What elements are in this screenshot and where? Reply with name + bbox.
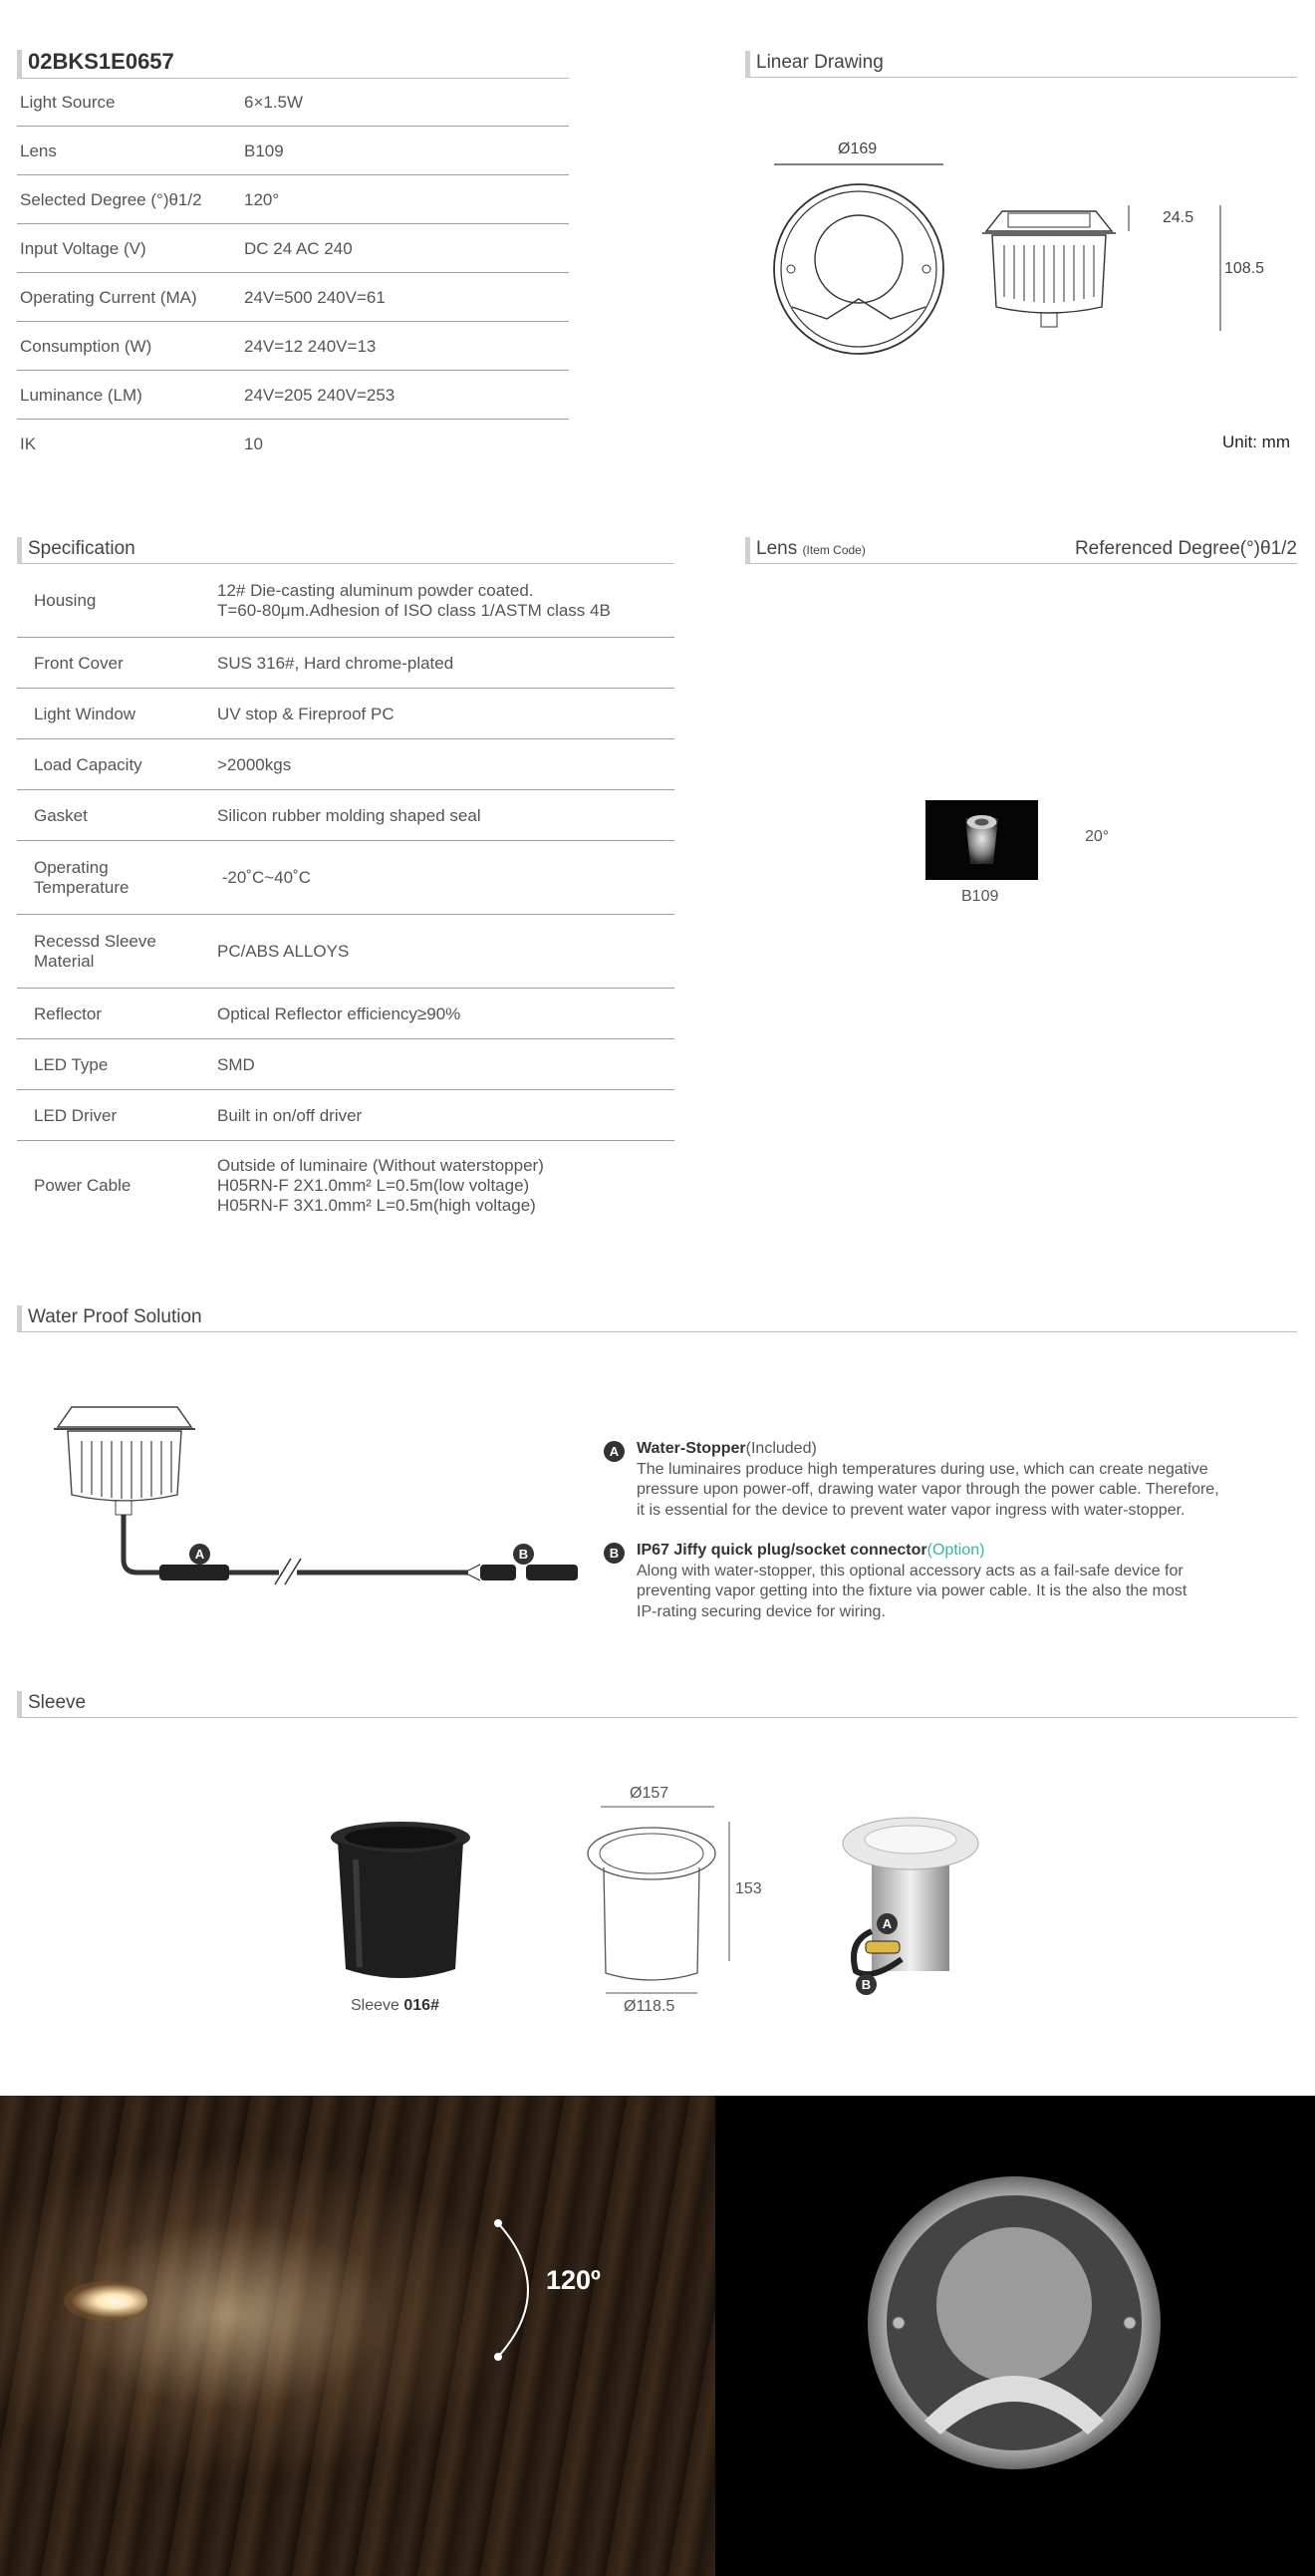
waterproof-item-b-line: IP-rating securing device for wiring.: [637, 1602, 886, 1620]
param-label: Selected Degree (°)θ1/2: [20, 190, 202, 209]
waterproof-item-b-line: Along with water-stopper, this optional accessory acts as a fail-safe device for: [637, 1562, 1184, 1579]
spec-label: LED Driver: [34, 1106, 118, 1125]
waterproof-item-a-title: Water-Stopper: [637, 1440, 746, 1457]
waterproof-diagram: [50, 1395, 598, 1624]
spec-row: [17, 989, 674, 1039]
sleeve-height: 153: [735, 1880, 762, 1897]
waterproof-diagram-badge-b: B: [513, 1544, 534, 1565]
drawing-height-top: 24.5: [1163, 209, 1194, 226]
waterproof-item-a: [637, 1439, 1274, 1521]
param-value: 24V=500 240V=61: [244, 288, 386, 307]
param-value: 10: [244, 434, 263, 453]
linear-drawing: [757, 130, 1275, 359]
linear-drawing-header: [745, 51, 1297, 78]
drawing-height-total: 108.5: [1224, 260, 1265, 277]
spec-row: [17, 638, 674, 689]
spec-label: Reflector: [34, 1004, 103, 1023]
spec-label: Load Capacity: [34, 755, 142, 774]
lens-degree: 20°: [1085, 828, 1110, 845]
waterproof-item-a-line: The luminaires produce high temperatures during use, which can create negative: [637, 1460, 1208, 1478]
spec-row: [17, 739, 674, 790]
waterproof-item-b-tag: (Option): [926, 1542, 985, 1559]
lens-title: Lens: [756, 538, 798, 559]
waterproof-item-b-line: preventing vapor getting into the fixture via power cable. It is the also the most: [637, 1582, 1187, 1599]
sleeve-caption: [351, 1997, 439, 2015]
spec-label: Recessd Sleeve Material: [34, 932, 156, 971]
spec-label: Operating Temperature: [34, 858, 130, 897]
spec-value: -20˚C~40˚C: [217, 868, 312, 887]
spec-row: [17, 915, 674, 989]
sleeve-caption-code: 016#: [403, 1997, 439, 2014]
spec-row: [17, 689, 674, 739]
spec-row: [17, 1090, 674, 1141]
spec-row: [17, 1141, 674, 1231]
specification-title: Specification: [28, 538, 135, 559]
param-value: 120°: [244, 190, 280, 209]
spec-row: [17, 790, 674, 841]
spec-row: [17, 841, 674, 915]
spec-value: Optical Reflector efficiency≥90%: [217, 1004, 461, 1023]
spec-value: PC/ABS ALLOYS: [217, 942, 350, 961]
sleeve-assembly-badge-a: A: [877, 1913, 898, 1934]
spec-label: Gasket: [34, 806, 88, 825]
param-value: DC 24 AC 240: [244, 239, 353, 258]
lens-code: B109: [961, 888, 999, 905]
spec-label: LED Type: [34, 1055, 109, 1074]
lens-header: [745, 537, 1297, 564]
spec-value: Built in on/off driver: [217, 1106, 363, 1125]
param-row: [17, 372, 569, 420]
param-row: [17, 323, 569, 371]
param-row: [17, 79, 569, 127]
param-label: Operating Current (MA): [20, 288, 197, 307]
sleeve-drawing: [578, 1794, 757, 2003]
sleeve-dia-bottom: Ø118.5: [624, 1998, 675, 2015]
fixture-glow: [64, 2281, 147, 2321]
model-number: 02BKS1E0657: [28, 49, 174, 74]
spec-label: Housing: [34, 591, 97, 610]
spec-label: Light Window: [34, 705, 136, 723]
spec-value: UV stop & Fireproof PC: [217, 705, 394, 723]
spec-row: [17, 1039, 674, 1090]
waterproof-item-a-badge: A: [604, 1441, 625, 1462]
spec-value: SUS 316#, Hard chrome-plated: [217, 654, 454, 673]
param-value: 24V=205 240V=253: [244, 386, 395, 405]
drawing-unit: Unit: mm: [1222, 432, 1290, 451]
waterproof-item-b: [637, 1541, 1274, 1622]
waterproof-diagram-badge-a: A: [189, 1544, 210, 1565]
model-header: [17, 50, 569, 79]
sleeve-header: [17, 1691, 1297, 1718]
fixture-front-view: [865, 2173, 1164, 2472]
waterproof-item-a-tag: (Included): [745, 1440, 817, 1457]
sleeve-photo: [326, 1820, 475, 1981]
param-label: Lens: [20, 142, 57, 160]
param-label: Light Source: [20, 93, 116, 112]
sleeve-caption-prefix: Sleeve: [351, 1997, 404, 2014]
spec-value: >2000kgs: [217, 755, 292, 774]
spec-label: Front Cover: [34, 654, 124, 673]
waterproof-title: Water Proof Solution: [28, 1306, 202, 1327]
waterproof-item-b-badge: B: [604, 1543, 625, 1564]
param-value: 6×1.5W: [244, 93, 304, 112]
specification-header: [17, 537, 674, 564]
param-label: Consumption (W): [20, 337, 152, 356]
sleeve-assembly-photo: [842, 1812, 991, 1991]
lens-item-code-label: (Item Code): [802, 543, 866, 557]
sleeve-assembly-badge-b: B: [856, 1974, 877, 1995]
param-row: [17, 225, 569, 273]
param-label: Input Voltage (V): [20, 239, 146, 258]
linear-drawing-title: Linear Drawing: [756, 52, 884, 73]
spec-value: Outside of luminaire (Without waterstopper) H05RN-F 2X1.0mm² L=0.5m(low voltage) H05RN-F 3X1.0mm² L=0.5m(high voltage): [217, 1156, 544, 1215]
param-row: [17, 274, 569, 322]
beam-angle-label: 120º: [546, 2265, 601, 2295]
waterproof-header: [17, 1305, 1297, 1332]
wood-floor-photo: [0, 2096, 715, 2576]
waterproof-item-a-line: it is essential for the device to prevent water vapor ingress with water-stopper.: [637, 1501, 1185, 1519]
param-row: [17, 128, 569, 175]
param-row: [17, 176, 569, 224]
drawing-diameter: Ø169: [838, 141, 878, 157]
param-label: Luminance (LM): [20, 386, 142, 405]
spec-value: SMD: [217, 1055, 255, 1074]
spec-value: Silicon rubber molding shaped seal: [217, 806, 481, 825]
param-value: 24V=12 240V=13: [244, 337, 377, 356]
waterproof-item-a-line: pressure upon power-off, drawing water vapor through the power cable. Therefore,: [637, 1481, 1219, 1498]
param-label: IK: [20, 434, 37, 453]
spec-label: Power Cable: [34, 1176, 132, 1195]
spec-row: [17, 564, 674, 638]
param-row: [17, 421, 569, 468]
waterproof-item-b-title: IP67 Jiffy quick plug/socket connector: [637, 1542, 927, 1559]
sleeve-dia-top: Ø157: [630, 1785, 669, 1802]
sleeve-title: Sleeve: [28, 1692, 87, 1713]
lens-photo: [925, 800, 1038, 880]
fixture-front-photo: [715, 2096, 1315, 2576]
lens-degree-title: Referenced Degree(°)θ1/2: [1074, 538, 1297, 559]
spec-value: 12# Die-casting aluminum powder coated. T=60-80μm.Adhesion of ISO class 1/ASTM class 4B: [217, 581, 611, 620]
param-value: B109: [244, 142, 284, 160]
